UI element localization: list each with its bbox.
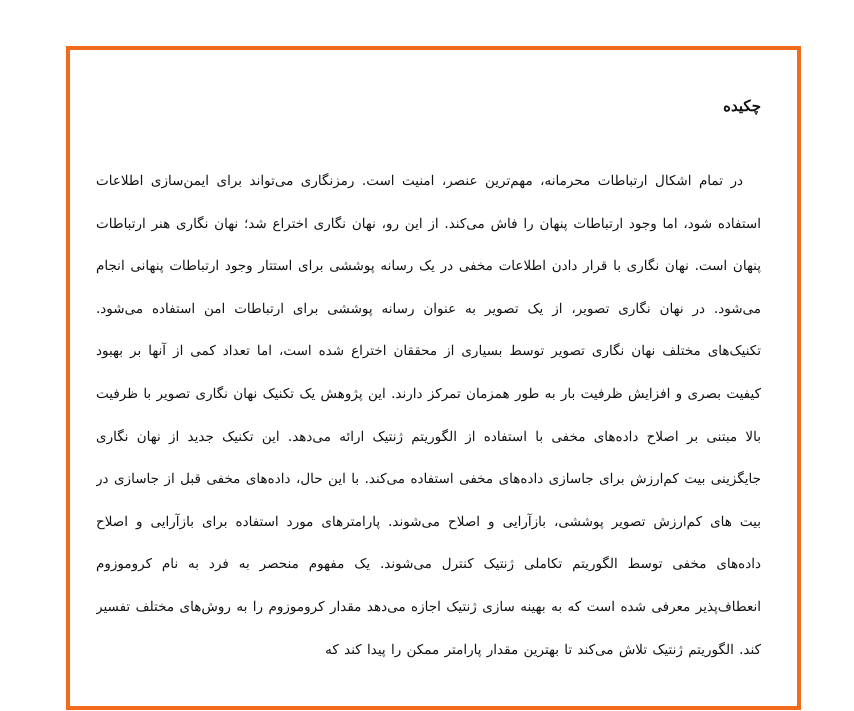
document-frame — [66, 46, 801, 710]
document-content — [96, 96, 761, 706]
abstract-paragraph: در تمام اشکال ارتباطات محرمانه، مهم‌ترین عنصر، امنیت است. رمزنگاری می‌تواند برای ایمن‌سازی اطلاعات استفاده شود، اما وجود ارتباطات پنهان را فاش می‌کند. از این رو، نهان نگاری اختراع شد؛ نهان نگاری هنر ارتباطات پنهان است. نهان نگاری با قرار دادن اطلاعات مخفی در یک رسانه پوششی برای استتار وجود ارتباطات پنهانی انجام می‌شود. در نهان نگاری تصویر، از یک تصویر به عنوان رسانه پوششی برای ارتباطات امن استفاده می‌شود. تکنیک‌های مختلف نهان نگاری تصویر توسط بسیاری از محققان اختراع شده است، اما تعداد کمی از آنها بر بهبود کیفیت بصری و افزایش ظرفیت بار به طور همزمان تمرکز دارند. این پژوهش یک تکنیک نهان نگاری تصویر با ظرفیت بالا مبتنی بر اصلاح داده‌های مخفی با استفاده از الگوریتم ژنتیک ارائه می‌دهد. این تکنیک جدید از نهان نگاری جایگزینی بیت کم‌ارزش برای جاسازی داده‌های مخفی استفاده می‌کند. با این حال، داده‌های مخفی قبل از جاسازی در بیت های کم‌ارزش تصویر پوششی، بازآرایی و اصلاح می‌شوند. پارامترهای مورد استفاده برای بازآرایی و اصلاح داده‌های مخفی توسط الگوریتم تکاملی ژنتیک کنترل می‌شوند. یک مفهوم منحصر به فرد به نام کروموزوم انعطاف‌پذیر معرفی شده است که به بهینه سازی ژنتیک اجازه می‌دهد مقدار کروموزوم را به روش‌های مختلف تفسیر کند. الگوریتم ژنتیک تلاش می‌کند تا بهترین مقدار پارامتر ممکن را پیدا کند که — [96, 173, 761, 658]
abstract-heading: چکیده — [723, 97, 761, 115]
